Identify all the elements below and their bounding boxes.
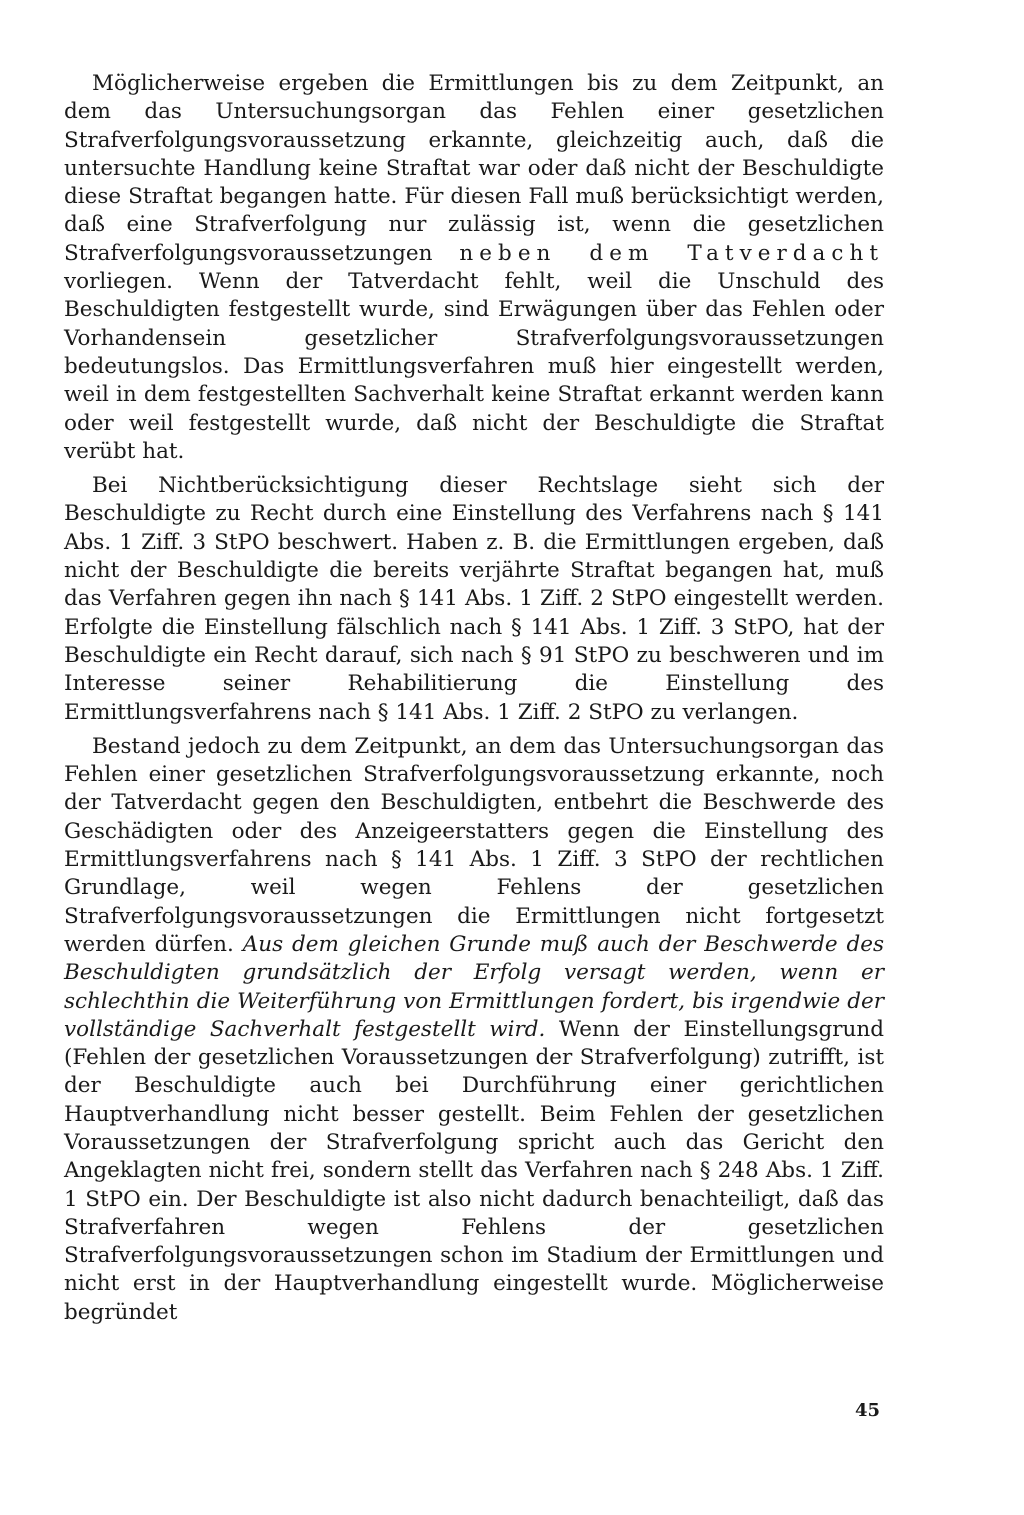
paragraph-3-emphasis-italic: Aus dem gleichen Grunde muß auch der Beschwerde des Beschuldigten grundsätzlich der Erfolg versagt werden, wenn er schlechthin die Weiterführung von Ermittlungen fordert, bis irgendwie der vollständige Sachverhalt festgestellt wird. bbox=[64, 931, 884, 1042]
paragraph-3-text-1: Bestand jedoch zu dem Zeitpunkt, an dem das Untersuchungsorgan das Fehlen einer gesetzlichen Strafverfolgungsvoraussetzung erkannte, noch der Tatverdacht gegen den Beschuldigten, entbehrt die Beschwerde des Geschädigten oder des Anzeigeerstatters gegen die Einstellung des Ermittlungsverfahrens nach § 141 Abs. 1 Ziff. 3 StPO der rechtlichen Grundlage, weil wegen Fehlens der gesetzlichen Strafverfolgungsvoraussetzungen die Ermittlungen nicht fortgesetzt werden dürfen. bbox=[64, 733, 884, 957]
paragraph-1-text-1: Möglicherweise ergeben die Ermittlungen bis zu dem Zeitpunkt, an dem das Untersuchungsorgan das Fehlen einer gesetzlichen Strafverfolgungsvoraussetzung erkannte, gleichzeitig auch, daß die untersuchte Handlung keine Straftat war oder daß nicht der Beschuldigte diese Straftat begangen hatte. Für diesen Fall muß berücksichtigt werden, daß eine Strafverfolgung nur zulässig ist, wenn die gesetzlichen Strafverfolgungsvoraussetzungen bbox=[64, 71, 884, 266]
paragraph-2 bbox=[64, 472, 884, 727]
paragraph-1-emphasis-spaced: neben dem Tatverdacht bbox=[459, 240, 884, 266]
body-text bbox=[64, 70, 884, 1327]
paragraph-2-text: Bei Nichtberücksichtigung dieser Rechtslage sieht sich der Beschuldigte zu Recht durch eine Einstellung des Verfahrens nach § 141 Abs. 1 Ziff. 3 StPO beschwert. Haben z. B. die Ermittlungen ergeben, daß nicht der Beschuldigte die bereits verjährte Straftat begangen hat, muß das Verfahren gegen ihn nach § 141 Abs. 1 Ziff. 2 StPO eingestellt werden. Erfolgte die Einstellung fälschlich nach § 141 Abs. 1 Ziff. 3 StPO, hat der Beschuldigte ein Recht darauf, sich nach § 91 StPO zu beschweren und im Interesse seiner Rehabilitierung die Einstellung des Ermittlungsverfahrens nach § 141 Abs. 1 Ziff. 2 StPO zu verlangen. bbox=[64, 473, 884, 725]
paragraph-1-text-2: vorliegen. Wenn der Tatverdacht fehlt, weil die Unschuld des Beschuldigten festgestellt wurde, sind Erwägungen über das Fehlen oder Vorhandensein gesetzlicher Strafverfolgungsvoraussetzungen bedeutungslos. Das Ermittlungsverfahren muß hier eingestellt werden, weil in dem festgestellten Sachverhalt keine Straftat erkannt werden kann oder weil festgestellt wurde, daß nicht der Beschuldigte die Straftat verübt hat. bbox=[64, 269, 884, 464]
paragraph-1 bbox=[64, 70, 884, 466]
paragraph-3-text-2: Wenn der Einstellungsgrund (Fehlen der gesetzlichen Voraussetzungen der Strafverfolgung) zutrifft, ist der Beschuldigte auch bei Durchführung einer gerichtlichen Hauptverhandlung nicht besser gestellt. Beim Fehlen der gesetzlichen Voraussetzungen der Strafverfolgung spricht auch das Gericht den Angeklagten nicht frei, sondern stellt das Verfahren nach § 248 Abs. 1 Ziff. 1 StPO ein. Der Beschuldigte ist also nicht dadurch benachteiligt, daß das Strafverfahren wegen Fehlens der gesetzlichen Strafverfolgungsvoraussetzungen schon im Stadium der Ermittlungen und nicht erst in der Hauptverhandlung eingestellt wurde. Möglicherweise begründet bbox=[64, 1016, 884, 1325]
page-number: 45 bbox=[854, 1400, 880, 1421]
paragraph-3 bbox=[64, 733, 884, 1327]
